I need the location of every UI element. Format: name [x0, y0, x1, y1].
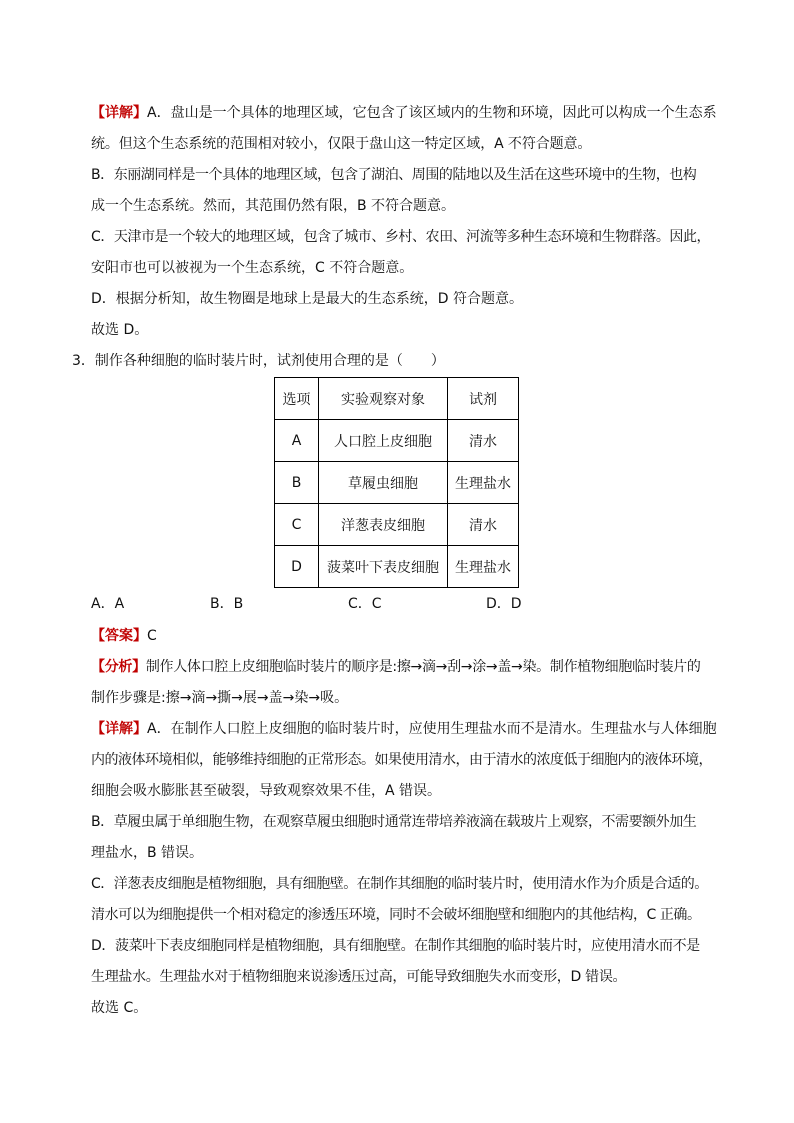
detail-line: 细胞会吸水膨胀甚至破裂，导致观察效果不佳，A 错误。	[91, 783, 442, 799]
question-text: 制作各种细胞的临时装片时，试剂使用合理的是（ ）	[94, 353, 445, 369]
detail-line: C．洋葱表皮细胞是植物细胞，具有细胞壁。在制作其细胞的临时装片时，使用清水作为介质是合适的。	[91, 876, 708, 892]
choice-b: B．B	[210, 596, 244, 612]
choice-a: A．A	[91, 596, 125, 612]
detail-line: B．东丽湖同样是一个具体的地理区域，包含了湖泊、周围的陆地以及生活在这些环境中的生物，也构	[91, 167, 697, 183]
table-row	[275, 504, 519, 546]
choice-c: C．C	[348, 596, 382, 612]
table-cell: 清水	[448, 420, 519, 462]
detail-line: C．天津市是一个较大的地理区域，包含了城市、乡村、农田、河流等多种生态环境和生物群落。因此，	[91, 229, 711, 245]
options-table	[274, 377, 519, 588]
analysis-line: 【分析】制作人体口腔上皮细胞临时装片的顺序是:擦→滴→刮→涂→盖→染。制作植物细胞临时装片的	[91, 659, 701, 675]
detail-line: 故选 D。	[91, 322, 149, 338]
question-number: 3．	[72, 353, 95, 369]
analysis-tag: 【分析】	[91, 659, 146, 675]
table-cell: 清水	[448, 504, 519, 546]
answer-tag: 【答案】	[91, 628, 147, 644]
table-cell: 洋葱表皮细胞	[319, 504, 448, 546]
detail-tag: 【详解】	[91, 721, 147, 737]
table-cell: 草履虫细胞	[319, 462, 448, 504]
detail-line: B．草履虫属于单细胞生物，在观察草履虫细胞时通常连带培养液滴在载玻片上观察，不需要额外加生	[91, 814, 697, 830]
table-cell: 人口腔上皮细胞	[319, 420, 448, 462]
table-cell: 生理盐水	[448, 462, 519, 504]
question-stem	[72, 351, 445, 371]
detail-line: D．菠菜叶下表皮细胞同样是植物细胞，具有细胞壁。在制作其细胞的临时装片时，应使用清水而不是	[91, 938, 700, 954]
detail-line: 安阳市也可以被视为一个生态系统，C 不符合题意。	[91, 260, 414, 276]
detail-line: 故选 C。	[91, 1000, 148, 1016]
table-row	[275, 420, 519, 462]
table-cell: 菠菜叶下表皮细胞	[319, 546, 448, 588]
table-header-cell: 试剂	[448, 378, 519, 420]
table-cell: B	[275, 462, 319, 504]
detail-line: 生理盐水。生理盐水对于植物细胞来说渗透压过高，可能导致细胞失水而变形，D 错误。	[91, 969, 627, 985]
table-header-row	[275, 378, 519, 420]
detail-line: 清水可以为细胞提供一个相对稳定的渗透压环境，同时不会破坏细胞壁和细胞内的其他结构，C 正确。	[91, 907, 701, 923]
table-cell: D	[275, 546, 319, 588]
detail-line: 理盐水，B 错误。	[91, 845, 204, 861]
detail-line: 【详解】A．盘山是一个具体的地理区域，它包含了该区域内的生物和环境，因此可以构成一个生态系	[91, 105, 717, 121]
choice-d: D．D	[486, 596, 522, 612]
detail-tag: 【详解】	[91, 105, 147, 121]
answer-value: C	[147, 628, 157, 644]
table-header-cell: 选项	[275, 378, 319, 420]
table-cell: 生理盐水	[448, 546, 519, 588]
detail-line: D．根据分析知，故生物圈是地球上是最大的生态系统，D 符合题意。	[91, 291, 524, 307]
table-cell: C	[275, 504, 319, 546]
table-header-cell: 实验观察对象	[319, 378, 448, 420]
table-row	[275, 546, 519, 588]
answer-line	[91, 626, 157, 646]
table-cell: A	[275, 420, 319, 462]
detail-line: 统。但这个生态系统的范围相对较小，仅限于盘山这一特定区域，A 不符合题意。	[91, 136, 592, 152]
analysis-line: 制作步骤是:擦→滴→撕→展→盖→染→吸。	[91, 690, 349, 706]
table-row	[275, 462, 519, 504]
detail-line: 内的液体环境相似，能够维持细胞的正常形态。如果使用清水，由于清水的浓度低于细胞内的液体环境，	[91, 752, 712, 768]
detail-line: 成一个生态系统。然而，其范围仍然有限，B 不符合题意。	[91, 198, 456, 214]
detail-line: 【详解】A．在制作人口腔上皮细胞的临时装片时，应使用生理盐水而不是清水。生理盐水与人体细胞	[91, 721, 717, 737]
